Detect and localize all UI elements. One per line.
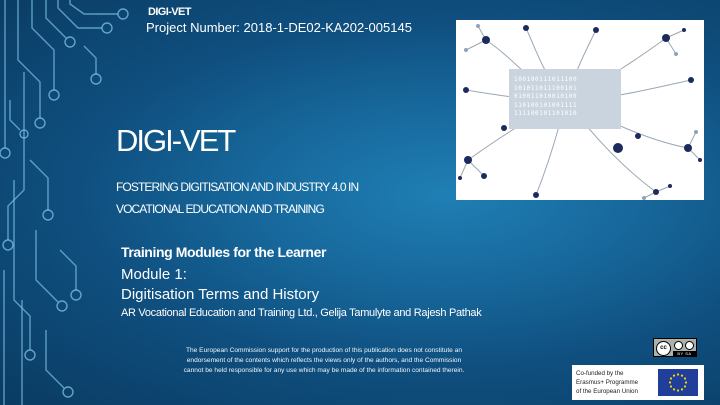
- module-number: Module 1:: [121, 266, 187, 283]
- eu-logo-line: of the European Union: [576, 388, 638, 395]
- license-label: BY SA: [673, 351, 696, 356]
- main-title: DIGI-VET: [116, 123, 235, 158]
- project-number: Project Number: 2018-1-DE02-KA202-005145: [146, 20, 412, 35]
- binary-code-block: [509, 69, 621, 129]
- authors: AR Vocational Education and Training Ltd., Gelija Tamulyte and Rajesh Pathak: [121, 307, 482, 319]
- subtitle: [116, 176, 358, 220]
- subtitle-line: FOSTERING DIGITISATION AND INDUSTRY 4.0 IN: [116, 180, 359, 194]
- modules-heading: Training Modules for the Learner: [121, 244, 327, 260]
- binary-line: 010011010010100: [514, 93, 578, 100]
- subtitle-line: VOCATIONAL EDUCATION AND TRAINING: [116, 202, 324, 216]
- binary-line: 110100101001111: [514, 101, 578, 109]
- eu-logo-line: Co-funded by the: [576, 370, 624, 377]
- module-topic: Digitisation Terms and History: [121, 286, 320, 303]
- share-alike-icon: [685, 341, 694, 350]
- binary-line: 100100111011100: [514, 76, 578, 83]
- binary-line: 101011011100101: [514, 84, 578, 92]
- disclaimer-line: endorsement of the contents which reflects the views only of the authors, and the Commission: [186, 357, 462, 364]
- disclaimer-line: The European Commission support for the production of this publication does not constitute an: [185, 347, 462, 354]
- creative-commons-icon: cc: [656, 341, 671, 356]
- eu-flag-icon: [658, 369, 698, 396]
- binary-line: 111100101101010: [514, 110, 578, 117]
- digital-network-image: [456, 20, 704, 200]
- attribution-icon: [674, 341, 683, 350]
- project-short-name: DIGI-VET: [148, 6, 191, 18]
- disclaimer-line: cannot be held responsible for any use which may be made of the information contained therein.: [183, 367, 465, 374]
- eu-logo-text: [576, 369, 638, 396]
- cc-by-sa-license-badge: [653, 338, 697, 357]
- disclaimer: [154, 346, 494, 376]
- erasmus-plus-logo: [572, 365, 704, 400]
- eu-logo-line: Erasmus+ Programme: [576, 379, 639, 386]
